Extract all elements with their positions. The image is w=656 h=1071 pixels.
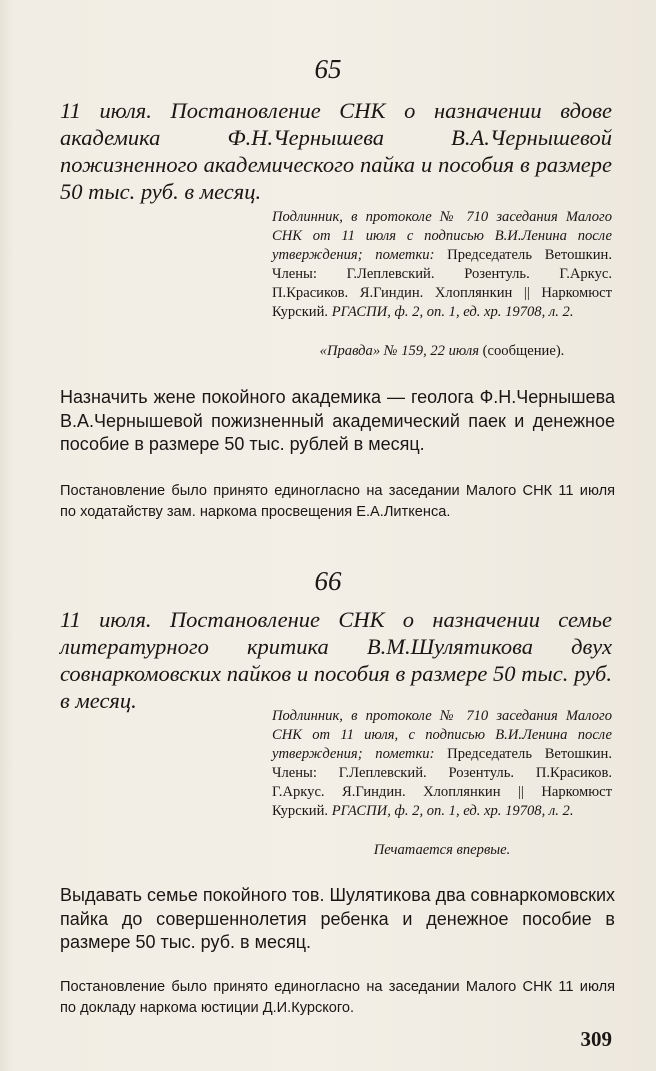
document-text: Выдавать семье покойного тов. Шулятикова два совнаркомовских пайка до совершеннолетия ребенка и денежное пособие в размере 50 тыс. руб. в месяц. [60, 885, 615, 952]
document-text: Назначить жене покойного академика — геолога Ф.Н.Чернышева В.А.Чернышевой пожизненный академический паек и денежное пособие в размере 50 тыс. рублей в месяц. [60, 387, 615, 454]
publication-note: (сообщение). [479, 343, 565, 359]
publication-info [272, 841, 612, 860]
document-heading: 11 июля. Постановление СНК о назначении вдове академика Ф.Н.Чернышева В.А.Чернышевой пожизненного академического пайка и пособия в размере 50 тыс. руб. в месяц. [60, 98, 612, 204]
document-heading: 11 июля. Постановление СНК о назначении семье литературного критика В.М.Шулятикова двух совнаркомовских пайков и пособия в размере 50 тыс. руб. в месяц. [60, 607, 612, 713]
archival-source [272, 707, 612, 821]
page-number: 309 [580, 1027, 612, 1051]
publication-info [272, 342, 612, 361]
source-archive: РГАСПИ, ф. 2, оп. 1, ед. хр. 19708, л. 2. [328, 304, 574, 320]
archival-source [272, 208, 612, 322]
source-archive: РГАСПИ, ф. 2, оп. 1, ед. хр. 19708, л. 2. [328, 803, 574, 819]
document-number: 65 [314, 54, 342, 84]
editorial-note: Постановление было принято единогласно на заседании Малого СНК 11 июля по ходатайству зам. наркома просвещения Е.А.Литкенса. [60, 483, 615, 520]
source-intro: Подлинник, в протоколе № 710 заседания Малого СНК от 11 июля, с подписью В.И.Ленина после утверждения; пометки: [272, 708, 612, 762]
publication-status: Печатается впервые. [373, 842, 511, 858]
editorial-note: Постановление было принято единогласно на заседании Малого СНК 11 июля по докладу наркома юстиции Д.И.Курского. [60, 979, 615, 1016]
source-marks: Председатель Ветошкин. Члены: Г.Леплевский. Розентуль. Г.Аркус. П.Красиков. Я.Гиндин. Хлоплянкин || Наркомюст Курский. [272, 247, 612, 320]
source-intro: Подлинник, в протоколе № 710 заседания Малого СНК от 11 июля с подписью В.И.Ленина после утверждения; пометки: [272, 209, 612, 263]
document-number: 66 [314, 566, 342, 596]
publication-title: «Правда» № 159, 22 июля [319, 343, 479, 359]
source-marks: Председатель Ветошкин. Члены: Г.Леплевский. Розентуль. П.Красиков. Г.Аркус. Я.Гиндин. Хлоплянкин || Наркомюст Курский. [272, 746, 612, 819]
